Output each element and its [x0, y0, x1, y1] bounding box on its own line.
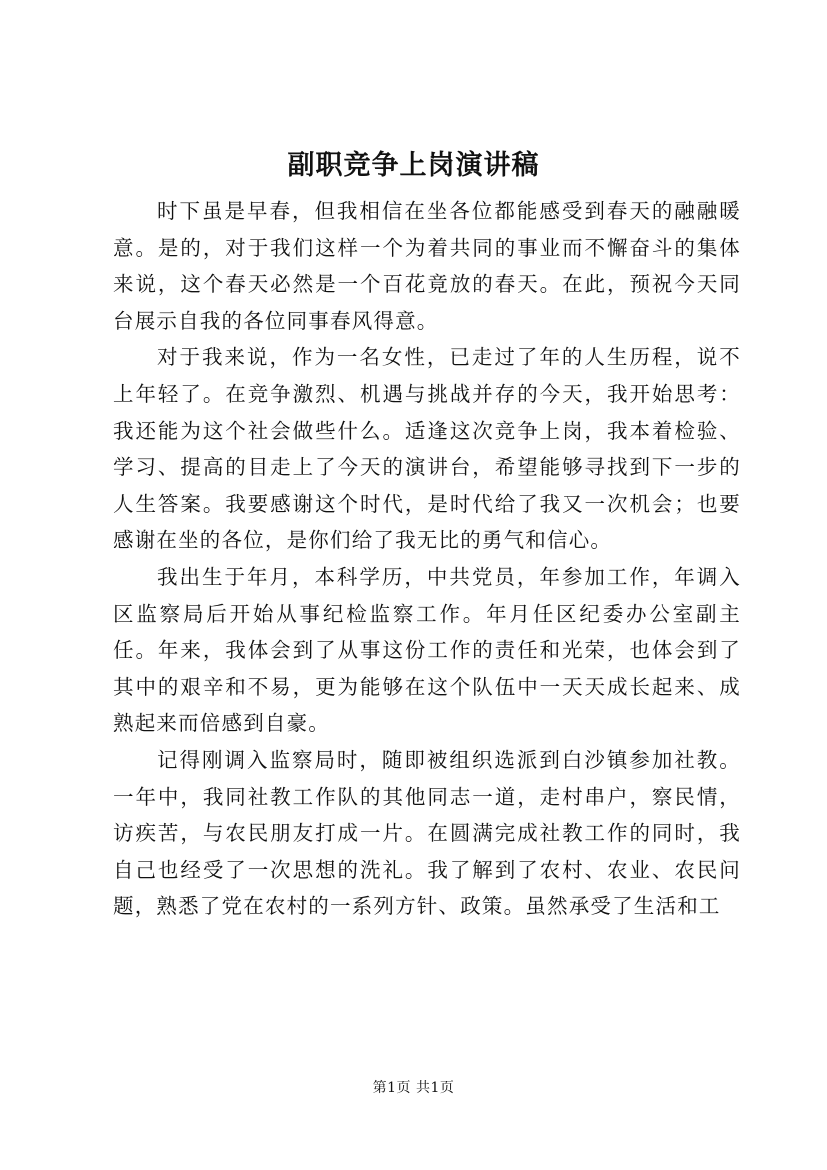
paragraph-3: 我出生于年月，本科学历，中共党员，年参加工作，年调入区监察局后开始从事纪检监察工作。年月任区纪委办公室副主任。年来，我体会到了从事这份工作的责任和光荣，也体会到了其中的艰辛和不易，更为能够在这个队伍中一天天成长起来、成熟起来而倍感到自豪。 — [113, 564, 741, 736]
paragraph-4: 记得刚调入监察局时，随即被组织选派到白沙镇参加社教。一年中，我同社教工作队的其他同志一道，走村串户，察民情，访疾苦，与农民朋友打成一片。在圆满完成社教工作的同时，我自己也经受了一次思想的洗礼。我了解到了农村、农业、农民问题，熟悉了党在农村的一系列方针、政策。虽然承受了生活和工 — [113, 747, 741, 919]
paragraph-1: 时下虽是早春，但我相信在坐各位都能感受到春天的融融暖意。是的，对于我们这样一个为着共同的事业而不懈奋斗的集体来说，这个春天必然是一个百花竟放的春天。在此，预祝今天同台展示自我的各位同事春风得意。 — [113, 199, 741, 333]
paragraph-2: 对于我来说，作为一名女性，已走过了年的人生历程，说不上年轻了。在竞争激烈、机遇与挑战并存的今天，我开始思考：我还能为这个社会做些什么。适逢这次竞争上岗，我本着检验、学习、提高的目走上了今天的演讲台，希望能够寻找到下一步的人生答案。我要感谢这个时代，是时代给了我又一次机会；也要感谢在坐的各位，是你们给了我无比的勇气和信心。 — [113, 345, 741, 553]
page-footer: 第1页 共1页 — [372, 1080, 455, 1096]
document-title: 副职竞争上岗演讲稿 — [287, 150, 540, 181]
document-body — [113, 193, 741, 925]
